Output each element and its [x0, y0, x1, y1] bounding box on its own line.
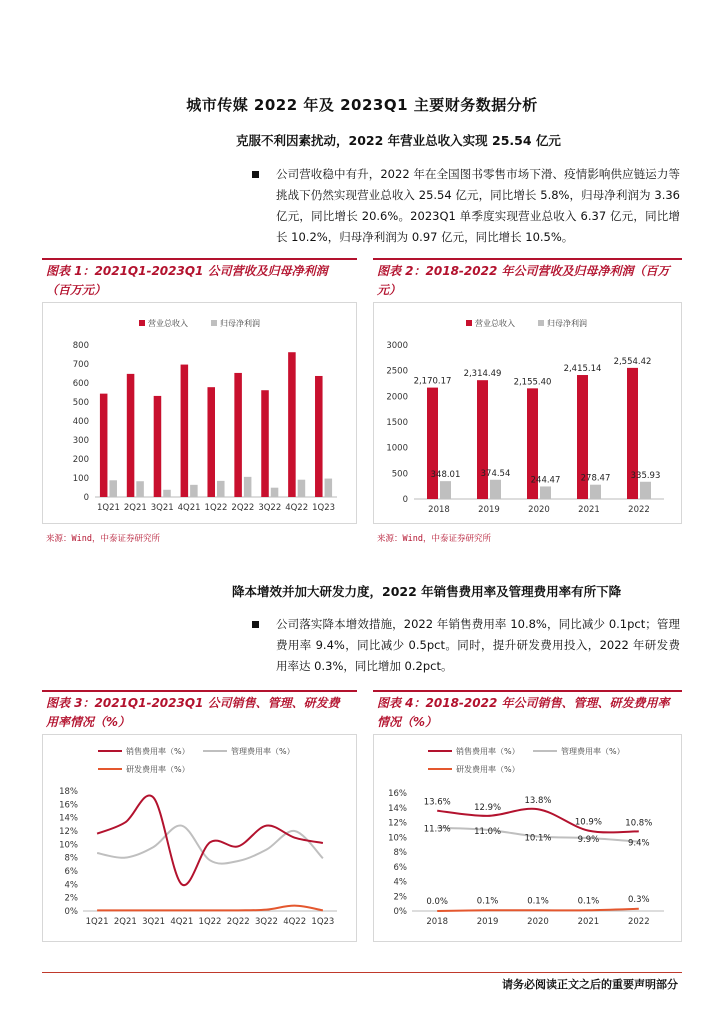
y-tick-label: 800: [72, 341, 89, 351]
figure2-chart: [373, 302, 682, 524]
y-tick-label: 14%: [388, 803, 407, 814]
x-tick-label: 1Q23: [311, 917, 335, 927]
y-tick-label: 10%: [388, 833, 407, 844]
bar-revenue: [100, 394, 108, 497]
bullet-square-icon: [252, 171, 259, 178]
bar-revenue: [315, 376, 323, 497]
y-tick-label: 16%: [59, 800, 78, 811]
legend-label: 管理费用率（%）: [231, 747, 295, 756]
x-tick-label: 1Q22: [198, 917, 222, 927]
x-tick-label: 2021: [577, 917, 600, 927]
bar-net-profit: [640, 482, 651, 499]
data-label: 10.8%: [625, 818, 653, 829]
figure4-svg: [374, 735, 681, 941]
figure3-top-rule: [42, 690, 357, 692]
figure4-title: 图表 4：2018-2022 年公司销售、管理、研发费用率情况（%）: [377, 696, 670, 729]
x-tick-label: 3Q22: [254, 917, 278, 927]
figure3-svg: [43, 735, 356, 941]
data-label: 11.3%: [423, 824, 451, 835]
legend-label: 营业总收入: [475, 319, 515, 328]
x-tick-label: 3Q21: [150, 503, 174, 513]
y-tick-label: 0%: [393, 907, 407, 917]
legend-label: 营业总收入: [148, 319, 188, 328]
legend-swatch: [538, 320, 544, 326]
y-tick-label: 1500: [386, 418, 408, 428]
bar-revenue: [207, 387, 215, 497]
data-label: 9.9%: [577, 834, 600, 845]
y-tick-label: 18%: [59, 787, 78, 797]
bar-revenue: [181, 365, 189, 497]
data-label: 9.4%: [627, 838, 650, 849]
figure1-title: 图表 1：2021Q1-2023Q1 公司营收及归母净利润（百万元）: [46, 264, 328, 297]
y-tick-label: 600: [72, 379, 89, 389]
legend-label: 归母净利润: [547, 319, 587, 328]
section2-bullet: [252, 614, 682, 678]
series-line-2: [97, 906, 323, 911]
x-tick-label: 1Q21: [85, 917, 109, 927]
figure2-title: 图表 2：2018-2022 年公司营收及归母净利润（百万元）: [377, 264, 670, 297]
bar-net-profit: [271, 488, 279, 497]
bar-revenue: [477, 380, 488, 499]
y-tick-label: 10%: [59, 840, 78, 851]
x-tick-label: 2Q21: [123, 503, 147, 513]
y-tick-label: 2500: [386, 366, 408, 377]
bar-net-profit: [217, 481, 225, 497]
bar-revenue: [261, 390, 269, 497]
x-tick-label: 3Q21: [142, 917, 166, 927]
bar-net-profit: [163, 490, 171, 497]
y-tick-label: 0: [402, 495, 408, 505]
legend-label: 归母净利润: [220, 319, 260, 328]
footer-disclaimer: 请务必阅读正文之后的重要声明部分: [502, 978, 678, 991]
x-tick-label: 2Q21: [113, 917, 137, 927]
figure1-chart: [42, 302, 357, 524]
data-label: 348.01: [430, 470, 461, 481]
y-tick-label: 300: [72, 436, 89, 446]
x-tick-label: 1Q23: [312, 503, 336, 513]
bar-revenue: [427, 388, 438, 499]
data-label: 0.0%: [426, 897, 449, 907]
y-tick-label: 6%: [393, 862, 407, 873]
bar-net-profit: [190, 485, 198, 497]
legend-label: 销售费用率（%）: [126, 747, 190, 756]
legend-label: 销售费用率（%）: [456, 747, 520, 756]
section1-bullet: [252, 164, 682, 248]
data-label: 13.8%: [524, 796, 552, 807]
legend-label: 管理费用率（%）: [561, 747, 625, 756]
bar-revenue: [127, 374, 135, 497]
x-tick-label: 4Q22: [283, 917, 307, 927]
y-tick-label: 4%: [64, 880, 78, 891]
data-label: 2,314.49: [463, 369, 502, 380]
y-tick-label: 3000: [386, 341, 408, 351]
data-label: 2,170.17: [413, 376, 452, 387]
figure1-source: 来源：Wind，中泰证券研究所: [46, 534, 160, 544]
x-tick-label: 2019: [478, 505, 500, 515]
figure4-chart: [373, 734, 682, 942]
x-tick-label: 2018: [428, 505, 450, 515]
x-tick-label: 4Q21: [170, 917, 194, 927]
x-tick-label: 2021: [578, 505, 600, 515]
data-label: 11.0%: [474, 826, 502, 837]
section2-bullet-text: 公司落实降本增效措施，2022 年销售费用率 10.8%，同比减少 0.1pct；管理费用率 9.4%，同比减少 0.5pct。同时，提升研发费用投入，2022 年研发费用率达 0.3%，同比增加 0.2pct。: [276, 617, 680, 673]
bar-net-profit: [325, 479, 333, 497]
bar-net-profit: [136, 481, 144, 497]
data-label: 2,415.14: [563, 364, 602, 375]
x-tick-label: 2020: [527, 917, 549, 927]
data-label: 10.1%: [524, 833, 552, 844]
figure3-chart: [42, 734, 357, 942]
y-tick-label: 2000: [386, 392, 408, 403]
x-tick-label: 4Q21: [177, 503, 201, 513]
data-label: 0.3%: [627, 894, 650, 905]
data-label: 374.54: [480, 468, 511, 479]
y-tick-label: 500: [72, 398, 89, 408]
legend-swatch: [466, 320, 472, 326]
data-label: 244.47: [530, 475, 561, 486]
x-tick-label: 1Q22: [204, 503, 228, 513]
x-tick-label: 2020: [528, 505, 550, 515]
data-label: 0.1%: [577, 896, 600, 907]
bar-net-profit: [540, 486, 551, 499]
y-tick-label: 200: [72, 455, 89, 465]
x-tick-label: 2018: [426, 917, 449, 927]
bar-revenue: [234, 373, 242, 497]
bar-revenue: [288, 352, 296, 497]
figure2-source: 来源：Wind，中泰证券研究所: [377, 534, 491, 544]
figure2-top-rule: [373, 258, 682, 260]
y-tick-label: 2%: [64, 893, 78, 904]
y-tick-label: 0: [83, 493, 89, 503]
data-label: 2,554.42: [613, 356, 652, 367]
section1-bullet-text: 公司营收稳中有升，2022 年在全国图书零售市场下滑、疫情影响供应链运力等挑战下仍然实现营业总收入 25.54 亿元，同比增长 5.8%，归母净利润为 3.36 亿元，同比增长 20.6%。2023Q1 单季度实现营业总收入 6.37 亿元，同比增长 10.2%，归母净利润为 0.97 亿元，同比增长 10.5%。: [276, 167, 680, 244]
y-tick-label: 0%: [64, 907, 78, 917]
bar-net-profit: [440, 481, 451, 499]
y-tick-label: 6%: [64, 867, 78, 877]
x-tick-label: 2022: [627, 917, 650, 927]
figure3-title: 图表 3：2021Q1-2023Q1 公司销售、管理、研发费用率情况（%）: [46, 696, 340, 729]
x-tick-label: 2Q22: [226, 917, 250, 927]
y-tick-label: 16%: [388, 789, 407, 799]
bar-net-profit: [590, 485, 601, 499]
data-label: 2,155.40: [513, 377, 552, 388]
bar-revenue: [154, 396, 162, 497]
y-tick-label: 400: [72, 417, 89, 427]
data-label: 0.1%: [476, 896, 499, 907]
bar-net-profit: [490, 480, 501, 499]
data-label: 278.47: [580, 473, 611, 484]
y-tick-label: 2%: [393, 892, 407, 903]
y-tick-label: 1000: [386, 443, 408, 454]
x-tick-label: 1Q21: [96, 503, 120, 513]
figure2-svg: [374, 303, 681, 523]
bullet-square-icon: [252, 621, 259, 628]
y-tick-label: 14%: [59, 813, 78, 824]
y-tick-label: 700: [72, 360, 89, 370]
section2-heading: 降本增效并加大研发力度，2022 年销售费用率及管理费用率有所下降: [232, 584, 622, 599]
y-tick-label: 8%: [393, 848, 407, 858]
data-label: 13.6%: [423, 797, 451, 808]
series-line-0: [97, 795, 323, 885]
data-label: 12.9%: [474, 802, 502, 813]
bar-net-profit: [244, 477, 252, 497]
figure1-top-rule: [42, 258, 357, 260]
legend-label: 研发费用率（%）: [126, 765, 190, 774]
y-tick-label: 500: [391, 469, 408, 480]
y-tick-label: 12%: [59, 827, 78, 837]
page-title: 城市传媒 2022 年及 2023Q1 主要财务数据分析: [186, 96, 538, 114]
data-label: 0.1%: [527, 896, 549, 907]
bar-net-profit: [109, 480, 117, 497]
legend-swatch: [211, 320, 217, 326]
y-tick-label: 4%: [393, 877, 407, 888]
x-tick-label: 2019: [476, 917, 499, 927]
figure1-svg: [43, 303, 356, 523]
y-tick-label: 12%: [388, 818, 407, 829]
legend-swatch: [139, 320, 145, 326]
figure4-top-rule: [373, 690, 682, 692]
x-tick-label: 3Q22: [258, 503, 282, 513]
x-tick-label: 2022: [628, 505, 650, 515]
section1-heading: 克服不利因素扰动，2022 年营业总收入实现 25.54 亿元: [236, 133, 561, 148]
y-tick-label: 100: [72, 474, 89, 484]
footer-rule: [42, 972, 682, 973]
x-tick-label: 2Q22: [231, 503, 255, 513]
series-line-1: [97, 825, 323, 863]
series-line-2: [437, 909, 639, 911]
y-tick-label: 8%: [64, 853, 78, 864]
data-label: 10.9%: [574, 817, 602, 828]
x-tick-label: 4Q22: [285, 503, 309, 513]
bar-net-profit: [298, 480, 306, 497]
data-label: 335.93: [630, 470, 661, 481]
legend-label: 研发费用率（%）: [456, 765, 520, 774]
